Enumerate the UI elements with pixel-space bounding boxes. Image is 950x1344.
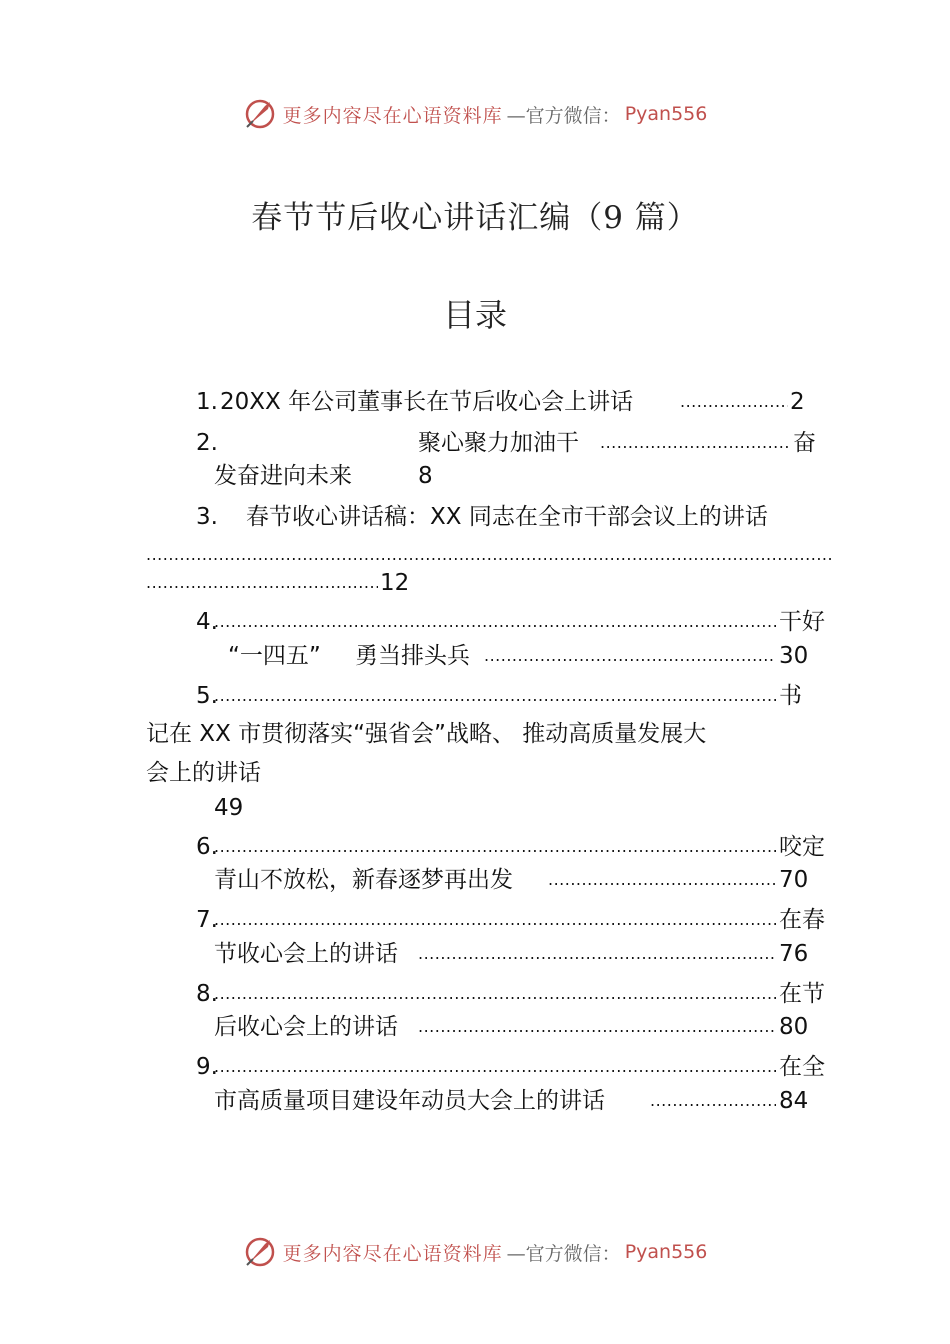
toc-entry-title: 干好 [779, 609, 825, 635]
toc-leader-dots [214, 832, 776, 862]
toc-leader-dots [146, 568, 378, 598]
toc-leader-dots [214, 979, 776, 1009]
toc-entry-page: 49 [214, 795, 244, 821]
toc-entry-number: 6. [196, 834, 218, 860]
document-title: 春节节后收心讲话汇编（9 篇） [251, 200, 699, 236]
toc-entry-number: 2. [196, 430, 218, 456]
toc-entry-title-cont: 发奋进向未来 [214, 463, 352, 489]
toc-leader-dots [214, 905, 776, 935]
toc-entry-page: 84 [779, 1088, 809, 1114]
toc-entry-title-cont: 市高质量项目建设年动员大会上的讲话 [214, 1088, 605, 1114]
toc-heading: 目录 [442, 296, 507, 334]
toc-entry-title-cont: 会上的讲话 [146, 760, 261, 786]
toc-entry-number: 3. [196, 504, 218, 530]
toc-entry-title: 聚心聚力加油干 [418, 430, 579, 456]
toc-leader-dots [214, 1052, 776, 1082]
toc-entry-title: 春节收心讲话稿：XX 同志在全市干部会议上的讲话 [246, 504, 768, 530]
header-watermark [0, 94, 950, 134]
toc-entry-page: 70 [779, 867, 809, 893]
quill-logo-icon [243, 97, 277, 131]
toc-leader-dots [214, 607, 776, 637]
watermark-wechat-id: Pyan556 [624, 1241, 708, 1263]
toc-entry-title-cont: 记在 XX 市贯彻落实“强省会”战略、 推动高质量发展大 [146, 721, 707, 747]
toc-entry-number: 4. [196, 609, 218, 635]
toc-entry-title: 20XX 年公司董事长在节后收心会上讲话 [220, 389, 634, 415]
watermark-text: 更多内容尽在心语资料库 [282, 104, 503, 127]
toc-entry-title-part: 奋 [793, 430, 816, 456]
toc-leader-dots [548, 865, 776, 895]
toc-entry-number: 7. [196, 907, 218, 933]
toc-entry-page: 30 [779, 643, 809, 669]
toc-entry-page: 8 [418, 463, 433, 489]
toc-leader-dots [214, 681, 776, 711]
toc-entry-number: 8. [196, 981, 218, 1007]
watermark-suffix: —官方微信： [506, 104, 621, 127]
toc-entry-title-cont: “一四五” [228, 643, 321, 669]
toc-entry-title-cont: 节收心会上的讲话 [214, 941, 398, 967]
toc-leader-dots [680, 387, 788, 417]
toc-entry-title: 书 [779, 683, 802, 709]
toc-leader-dots [600, 428, 788, 458]
toc-entry-title: 在节 [779, 981, 825, 1007]
toc-leader-dots [418, 939, 776, 969]
watermark-wechat-id: Pyan556 [624, 103, 708, 125]
toc-entry-number: 5. [196, 683, 218, 709]
toc-entry-page: 12 [380, 570, 410, 596]
toc-entry-title-cont: 后收心会上的讲话 [214, 1014, 398, 1040]
toc-entry-title-cont: 青山不放松，新春逐梦再出发 [214, 867, 513, 893]
watermark-suffix: —官方微信： [506, 1242, 621, 1265]
toc-entry-number: 9. [196, 1054, 218, 1080]
toc-leader-dots [418, 1012, 776, 1042]
toc-entry-page: 2 [790, 389, 805, 415]
toc-entry-title: 在全 [779, 1054, 825, 1080]
quill-logo-icon [243, 1235, 277, 1269]
watermark-text: 更多内容尽在心语资料库 [282, 1242, 503, 1265]
footer-watermark [0, 1232, 950, 1272]
toc-entry-page: 76 [779, 941, 809, 967]
toc-entry-number: 1. [196, 389, 218, 415]
toc-leader-dots [650, 1086, 776, 1116]
toc-entry-page: 80 [779, 1014, 809, 1040]
toc-leader-dots [146, 540, 832, 570]
toc-entry-title: 咬定 [779, 834, 825, 860]
toc-entry-title-cont: 勇当排头兵 [355, 643, 470, 669]
toc-entry-title: 在春 [779, 907, 825, 933]
toc-leader-dots [484, 641, 776, 671]
